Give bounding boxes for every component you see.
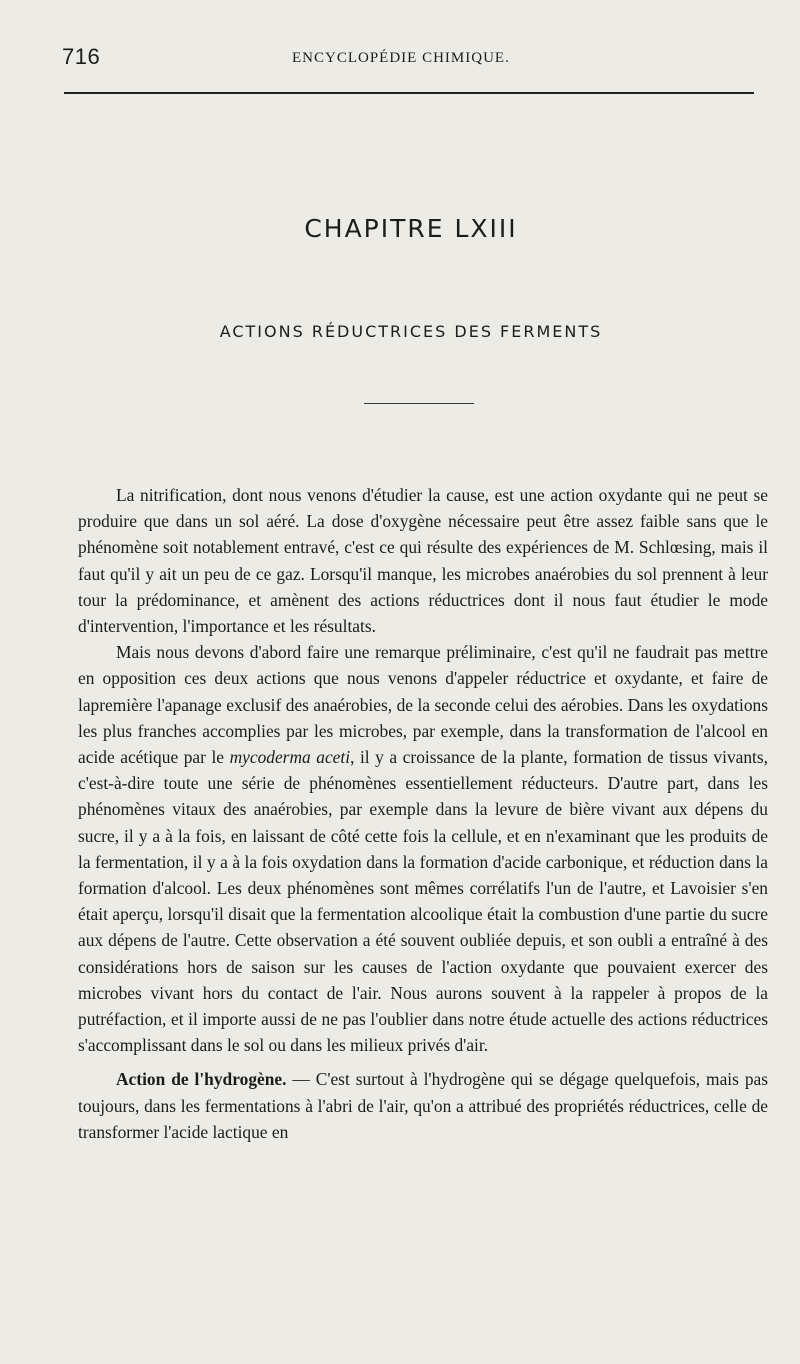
species-name: mycoderma aceti: [229, 747, 351, 768]
page-number: 716: [62, 44, 101, 69]
running-title: ENCYCLOPÉDIE CHIMIQUE.: [292, 50, 510, 66]
body-text: [78, 482, 768, 1145]
paragraph-2: [78, 639, 768, 1058]
section-divider: [364, 403, 474, 404]
paragraph-2-part-1: Mais nous devons d'abord faire une remarque préliminaire, c'est qu'il ne faudrait pas mettre en opposition ces deux actions que nous venons d'appeler réductrice et oxydante, et faire de lapremière l'apanage exclusif des anaérobies, de la seconde celui des aérobies. Dans les oxydations les plus franches accomplies par les microbes, par exemple, dans la transformation de l'alcool en acide acétique par le: [78, 642, 768, 768]
paragraph-3-text: — C'est surtout à l'hydrogène qui se dégage quelquefois, mais pas toujours, dans les fermentations à l'abri de l'air, qu'on a attribué des propriétés réductrices, celle de transformer l'acide lactique en: [78, 1069, 769, 1142]
paragraph-3: [78, 1066, 768, 1145]
chapter-subtitle: ACTIONS RÉDUCTRICES DES FERMENTS: [219, 322, 603, 341]
chapter-title: CHAPITRE LXIII: [304, 214, 518, 243]
header-rule: [64, 92, 754, 94]
paragraph-2-part-2: , il y a croissance de la plante, formation de tissus vivants, c'est-à-dire toute une série de phénomènes essentiellement réducteurs. D'autre part, dans les phénomènes vitaux des anaérobies, par exemple dans la levure de bière vivant aux dépens du sucre, il y a à la fois, en laissant de côté cette fois la cellule, et en n'examinant que les produits de la fermentation, il y a à la fois oxydation dans la formation d'acide carbonique, et réduction dans la formation d'alcool. Les deux phénomènes sont mêmes corrélatifs l'un de l'autre, et Lavoisier s'en était aperçu, lorsqu'il disait que la fermentation alcoolique était la combustion d'une partie du sucre aux dépens de l'autre. Cette observation a été souvent oubliée depuis, et son oubli a entraîné à des considérations hors de saison sur les causes de l'action oxydante que pouvaient exercer des microbes vivant hors du contact de l'air. Nous aurons souvent à la rappeler à propos de la putréfaction, et il importe aussi de ne pas l'oublier dans notre étude actuelle des actions réductrices s'accomplissant dans le sol ou dans les milieux privés d'air.: [78, 747, 769, 1056]
page-header: [62, 44, 752, 74]
section-heading: Action de l'hydrogène.: [116, 1069, 287, 1090]
paragraph-1: La nitrification, dont nous venons d'étudier la cause, est une action oxydante qui ne peut se produire que dans un sol aéré. La dose d'oxygène nécessaire peut être assez faible sans que le phénomène soit notablement entravé, c'est ce qui résulte des expériences de M. Schlœsing, mais il faut qu'il y ait un peu de ce gaz. Lorsqu'il manque, les microbes anaérobies du sol prennent à leur tour la prédominance, et amènent des actions réductrices dont il nous faut étudier le mode d'intervention, l'importance et les résultats.: [78, 485, 768, 637]
